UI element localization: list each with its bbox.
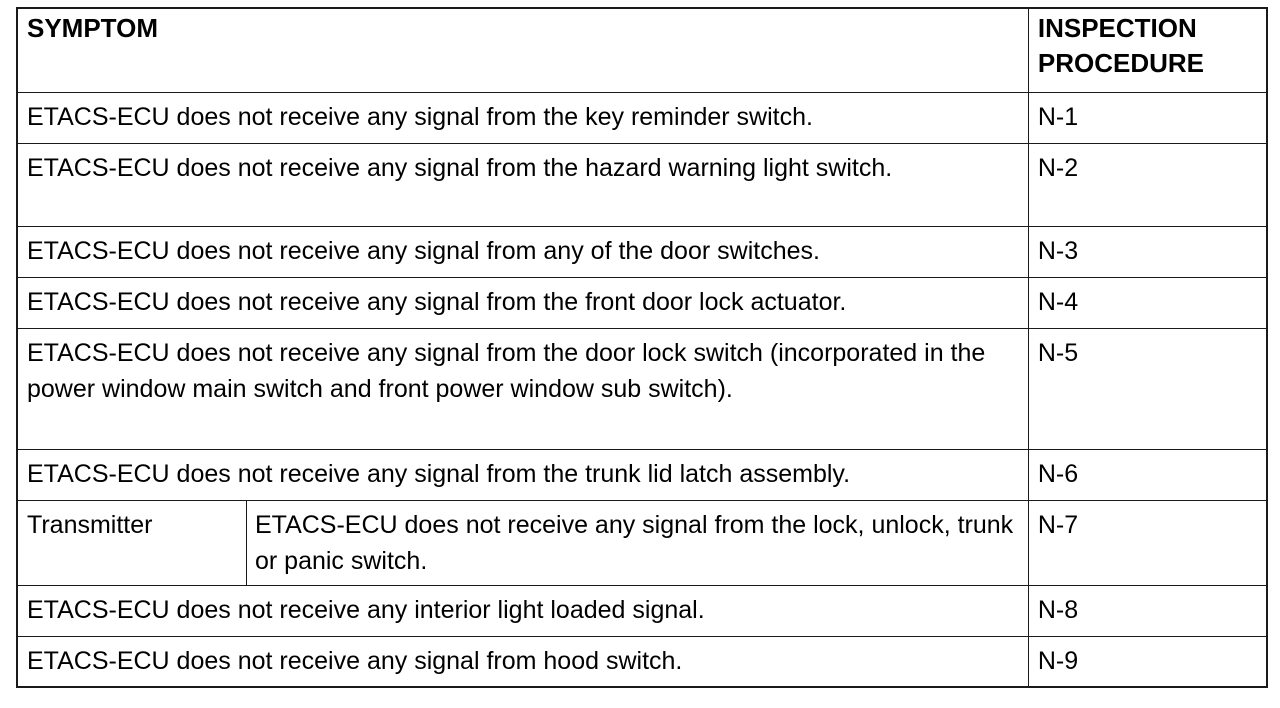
symptom-table	[16, 7, 1268, 688]
symptom-cell: ETACS-ECU does not receive any interior light loaded signal.	[17, 585, 1028, 636]
table-row	[17, 92, 1267, 143]
procedure-cell: N-1	[1028, 92, 1267, 143]
symptom-cell: ETACS-ECU does not receive any signal from hood switch.	[17, 636, 1028, 687]
procedure-cell: N-2	[1028, 143, 1267, 226]
procedure-cell: N-7	[1028, 500, 1267, 585]
table-row	[17, 585, 1267, 636]
inspection-procedure-header: INSPECTION PROCEDURE	[1028, 8, 1267, 92]
symptom-table-container	[16, 7, 1268, 688]
procedure-cell: N-4	[1028, 277, 1267, 328]
table-row	[17, 143, 1267, 226]
symptom-cell: ETACS-ECU does not receive any signal from the trunk lid latch assembly.	[17, 449, 1028, 500]
symptom-cell: ETACS-ECU does not receive any signal from the door lock switch (incorporated in the power window main switch and front power window sub switch).	[17, 328, 1028, 449]
procedure-cell: N-8	[1028, 585, 1267, 636]
symptom-cell: ETACS-ECU does not receive any signal from the front door lock actuator.	[17, 277, 1028, 328]
table-header-row	[17, 8, 1267, 92]
procedure-cell: N-6	[1028, 449, 1267, 500]
symptom-cell: ETACS-ECU does not receive any signal from the key reminder switch.	[17, 92, 1028, 143]
symptom-cell: ETACS-ECU does not receive any signal from the lock, unlock, trunk or panic switch.	[246, 500, 1028, 585]
category-cell: Transmitter	[17, 500, 246, 585]
table-row	[17, 328, 1267, 449]
procedure-cell: N-3	[1028, 226, 1267, 277]
symptom-header: SYMPTOM	[17, 8, 1028, 92]
procedure-cell: N-5	[1028, 328, 1267, 449]
table-row	[17, 226, 1267, 277]
symptom-cell: ETACS-ECU does not receive any signal from the hazard warning light switch.	[17, 143, 1028, 226]
table-row	[17, 500, 1267, 585]
procedure-cell: N-9	[1028, 636, 1267, 687]
table-row	[17, 636, 1267, 687]
table-row	[17, 277, 1267, 328]
symptom-cell: ETACS-ECU does not receive any signal from any of the door switches.	[17, 226, 1028, 277]
table-row	[17, 449, 1267, 500]
